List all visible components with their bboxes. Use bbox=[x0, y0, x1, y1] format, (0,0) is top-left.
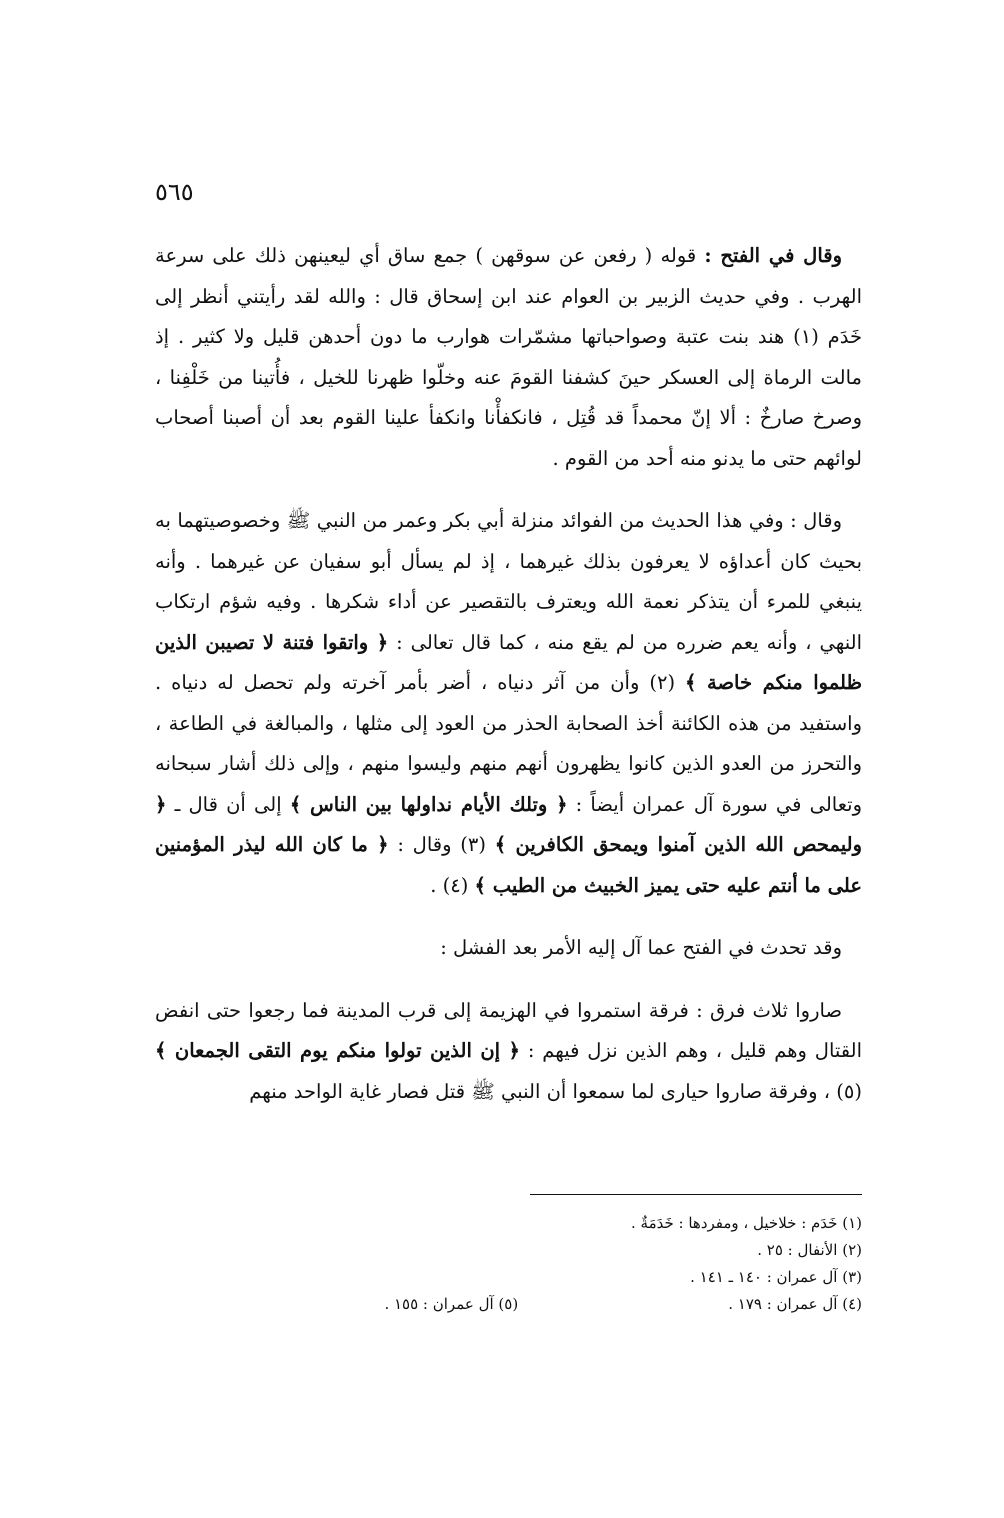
footnote-3: (٣) آل عمران : ١٤٠ ـ ١٤١ . bbox=[690, 1268, 862, 1286]
paragraph-3 bbox=[155, 928, 862, 969]
paragraph-text: (٣) وقال : bbox=[388, 833, 495, 856]
quran-quote: ﴿ إن الذين تولوا منكم يوم التقى الجمعان ﴾ bbox=[155, 1039, 520, 1062]
paragraph-1 bbox=[155, 236, 862, 479]
quran-quote: ﴿ واتقوا فتنة لا تصيبن الذين ظلموا منكم خاصة ﴾ bbox=[155, 630, 862, 694]
paragraph-text: (٥) ، وفرقة صاروا حيارى لما سمعوا أن النبي ﷺ قتل فصار غاية الواحد منهم bbox=[249, 1079, 862, 1103]
footnote-5: (٥) آل عمران : ١٥٥ . bbox=[384, 1295, 519, 1313]
quran-quote: ﴿ وليمحص الله الذين آمنوا ويمحق الكافرين ﴾ bbox=[155, 792, 862, 856]
paragraph-text: وقال : وفي هذا الحديث من الفوائد منزلة أبي بكر وعمر من النبي ﷺ وخصوصيتهما به بحيث كان أعداؤه لا يعرفون بذلك غيرهما ، إذ لم يسأل أبو سفيان عن غيرهما . وأنه ينبغي للمرء أن يتذكر نعمة الله ويعترف بالتقصير عن أداء شكرها . وفيه شؤم ارتكاب النهي ، وأنه يعم ضرره من لم يقع منه ، كما قال تعالى : bbox=[155, 509, 862, 654]
paragraph-text: (٤) . bbox=[430, 873, 475, 897]
paragraph-text: وقد تحدث في الفتح عما آل إليه الأمر بعد الفشل : bbox=[440, 936, 842, 959]
quran-quote: ﴿ ما كان الله ليذر المؤمنين على ما أنتم عليه حتى يميز الخبيث من الطيب ﴾ bbox=[155, 833, 862, 897]
paragraph-text: (٢) وأن من آثر دنياه ، أضر بأمر آخرته ولم تحصل له دنياه . واستفيد من هذه الكائنة أخذ الصحابة الحذر من العود إلى مثلها ، والمبالغة في الطاعة ، والتحرز من العدو الذين كانوا يظهرون أنهم منهم وليسوا منهم ، وإلى ذلك أشار سبحانه وتعالى في سورة آل عمران أيضاً : bbox=[155, 671, 862, 816]
footnotes bbox=[155, 1210, 862, 1318]
footnote-divider bbox=[530, 1194, 862, 1195]
paragraph-lead: وقال في الفتح : bbox=[704, 244, 843, 267]
quran-quote: ﴿ وتلك الأيام نداولها بين الناس ﴾ bbox=[289, 792, 568, 816]
footnote-row bbox=[155, 1291, 862, 1318]
main-text bbox=[155, 236, 862, 1134]
footnote-2: (٢) الأنفال : ٢٥ . bbox=[757, 1241, 862, 1259]
paragraph-4 bbox=[155, 991, 862, 1113]
footnote-1: (١) خَدَم : خلاخيل ، ومفردها : خَدَمَةٌ . bbox=[631, 1214, 862, 1232]
paragraph-2 bbox=[155, 501, 862, 906]
paragraph-text: قوله ( رفعن عن سوقهن ) جمع ساق أي ليعينهن ذلك على سرعة الهرب . وفي حديث الزبير بن العوام عند ابن إسحاق قال : والله لقد رأيتني أنظر إلى خَدَم (١) هند بنت عتبة وصواحباتها مشمّرات هوارب ما دون أحدهن قليل ولا كثير . إذ مالت الرماة إلى العسكر حينَ كشفنا القومَ عنه وخلّوا ظهرنا للخيل ، فأُتينا من خَلْفِنا ، وصرخ صارخٌ : ألا إنّ محمداً قد قُتِل ، فانكفأْنا وانكفأ علينا القوم بعد أن أصبنا أصحاب لوائهم حتى ما يدنو منه أحد من القوم . bbox=[155, 244, 862, 470]
page-number: ٥٦٥ bbox=[155, 178, 194, 206]
paragraph-text: إلى أن قال ـ bbox=[166, 792, 290, 816]
paragraph-text: صاروا ثلاث فرق : فرقة استمروا في الهزيمة إلى قرب المدينة فما رجعوا حتى انفض القتال وهم قليل ، وهم الذين نزل فيهم : bbox=[155, 998, 863, 1062]
footnote-4: (٤) آل عمران : ١٧٩ . bbox=[728, 1295, 862, 1313]
